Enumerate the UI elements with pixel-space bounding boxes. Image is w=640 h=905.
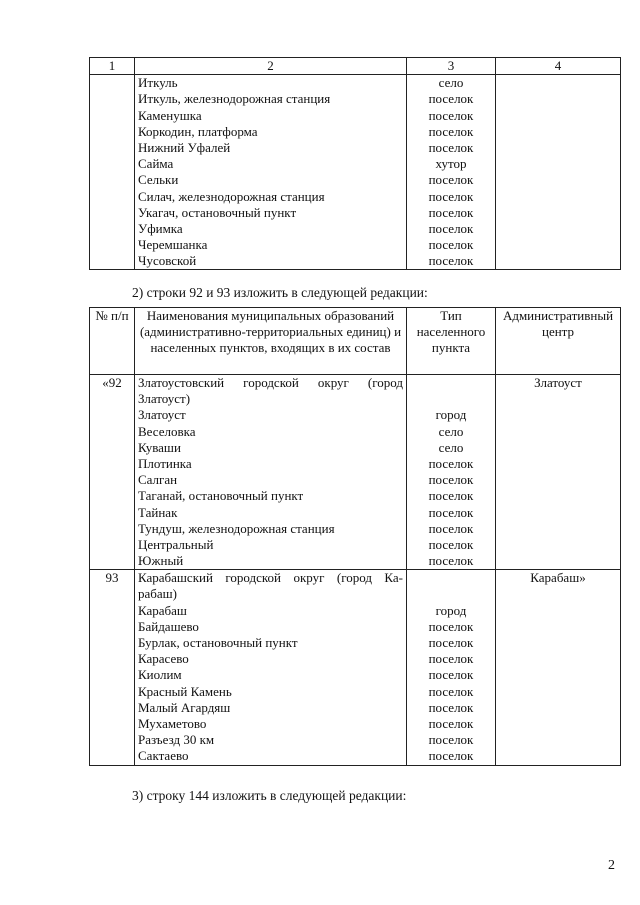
- settlement-type: поселок: [428, 635, 474, 650]
- row-number: «92: [90, 375, 135, 570]
- settlement-name: Иткуль: [138, 75, 178, 91]
- settlement-name: Малый Агардяш: [138, 699, 231, 715]
- settlement-name: Иткуль, железнодорожная станция: [138, 91, 331, 107]
- settlement-type: поселок: [428, 651, 474, 667]
- col-header-4: 4: [496, 58, 621, 75]
- settlement-type: село: [438, 75, 464, 91]
- settlement-types-cell: [407, 375, 496, 570]
- settlement-type: поселок: [428, 204, 474, 220]
- table-continuation: [89, 57, 621, 270]
- header-num: № п/п: [90, 308, 135, 375]
- settlement-type: поселок: [428, 472, 474, 488]
- settlement-type: поселок: [428, 107, 474, 123]
- settlement-type: поселок: [428, 553, 474, 569]
- admin-center: Карабаш»: [496, 570, 621, 765]
- settlement-type: поселок: [428, 699, 474, 715]
- settlement-name: Мухаметово: [138, 715, 207, 731]
- settlement-name: Сельки: [138, 172, 179, 188]
- settlement-name: Тундуш, железнодорожная станция: [138, 520, 335, 536]
- settlement-type: поселок: [428, 253, 474, 269]
- settlement-name: Сактаево: [138, 748, 189, 764]
- table-row: [90, 75, 621, 270]
- settlement-type: поселок: [428, 683, 474, 699]
- settlement-type: село: [438, 423, 464, 439]
- settlement-names-cell: [135, 375, 407, 570]
- instruction-paragraph: 3) строку 144 изложить в следующей редакции:: [132, 788, 407, 803]
- settlement-type: поселок: [428, 188, 474, 204]
- district-title: рабаш): [138, 586, 177, 602]
- settlement-name: Златоуст: [138, 407, 186, 423]
- settlement-types-cell: [407, 75, 496, 270]
- settlement-type: поселок: [428, 504, 474, 520]
- settlement-name: Карабаш: [138, 602, 187, 618]
- instruction-paragraph: 2) строки 92 и 93 изложить в следующей редакции:: [132, 285, 428, 300]
- settlement-name: Красный Камень: [138, 683, 232, 699]
- settlement-type: поселок: [428, 536, 474, 552]
- settlement-name: Силач, железнодорожная станция: [138, 188, 325, 204]
- table-header-row: [90, 58, 621, 75]
- settlement-name: Чусовской: [138, 253, 197, 269]
- header-type: Тип населенного пункта: [407, 308, 496, 375]
- settlement-name: Веселовка: [138, 423, 196, 439]
- settlement-name: Бурлак, остановочный пункт: [138, 635, 298, 650]
- table-row: [90, 375, 621, 570]
- settlement-type: поселок: [428, 715, 474, 731]
- settlement-type: поселок: [428, 123, 474, 139]
- col-header-1: 1: [90, 58, 135, 75]
- settlement-name: Киолим: [138, 667, 182, 683]
- settlement-name: Южный: [138, 553, 184, 569]
- settlement-type: поселок: [428, 139, 474, 155]
- settlement-type: поселок: [428, 237, 474, 253]
- settlement-name: Нижний Уфалей: [138, 139, 231, 155]
- settlement-name: Разъезд 30 км: [138, 732, 215, 748]
- settlement-type: поселок: [428, 172, 474, 188]
- settlement-type: поселок: [428, 520, 474, 536]
- col-header-3: 3: [407, 58, 496, 75]
- settlement-types-cell: [407, 570, 496, 765]
- table-amended-rows: [89, 307, 621, 766]
- settlement-name: Салган: [138, 472, 178, 488]
- table-header-row: [90, 308, 621, 375]
- page-number: 2: [608, 858, 615, 873]
- settlement-type: село: [438, 439, 464, 455]
- district-title: Златоуст): [138, 391, 191, 407]
- settlement-name: Тайнак: [138, 504, 178, 520]
- header-center: Административный центр: [496, 308, 621, 375]
- num-cell: [90, 75, 135, 270]
- settlement-type: поселок: [428, 732, 474, 748]
- col-header-2: 2: [135, 58, 407, 75]
- settlement-type: поселок: [428, 91, 474, 107]
- settlement-names-cell: [135, 75, 407, 270]
- settlement-type: город: [435, 602, 467, 618]
- settlement-type: хутор: [435, 156, 467, 172]
- settlement-type: поселок: [428, 455, 474, 471]
- district-title: Златоустовский городской округ (город: [138, 375, 403, 390]
- row-number: 93: [90, 570, 135, 765]
- settlement-type: поселок: [428, 220, 474, 236]
- district-title: Карабашский городской округ (город Ка-: [138, 570, 403, 586]
- settlement-name: Коркодин, платформа: [138, 123, 258, 139]
- settlement-name: Центральный: [138, 536, 214, 552]
- settlement-name: Укагач, остановочный пункт: [138, 204, 297, 220]
- settlement-name: Сайма: [138, 156, 174, 172]
- settlement-name: Куваши: [138, 439, 181, 455]
- settlement-type: поселок: [428, 488, 474, 504]
- settlement-name: Карасево: [138, 651, 189, 667]
- settlement-names-cell: [135, 570, 407, 765]
- settlement-name: Плотинка: [138, 455, 192, 471]
- settlement-name: Уфимка: [138, 220, 183, 236]
- settlement-type: город: [435, 407, 467, 423]
- settlement-type: поселок: [428, 748, 474, 764]
- table-row: [90, 570, 621, 765]
- admin-center-cell: [496, 75, 621, 270]
- settlement-type: поселок: [428, 667, 474, 683]
- settlement-name: Байдашево: [138, 618, 199, 634]
- settlement-name: Черемшанка: [138, 237, 208, 253]
- settlement-type: поселок: [428, 618, 474, 634]
- settlement-name: Таганай, остановочный пункт: [138, 488, 304, 504]
- admin-center: Златоуст: [496, 375, 621, 570]
- settlement-name: Каменушка: [138, 107, 202, 123]
- header-name: Наименования муниципальных образований (административно-территориальных единиц) и населенных пунктов, входящих в их состав: [135, 308, 407, 375]
